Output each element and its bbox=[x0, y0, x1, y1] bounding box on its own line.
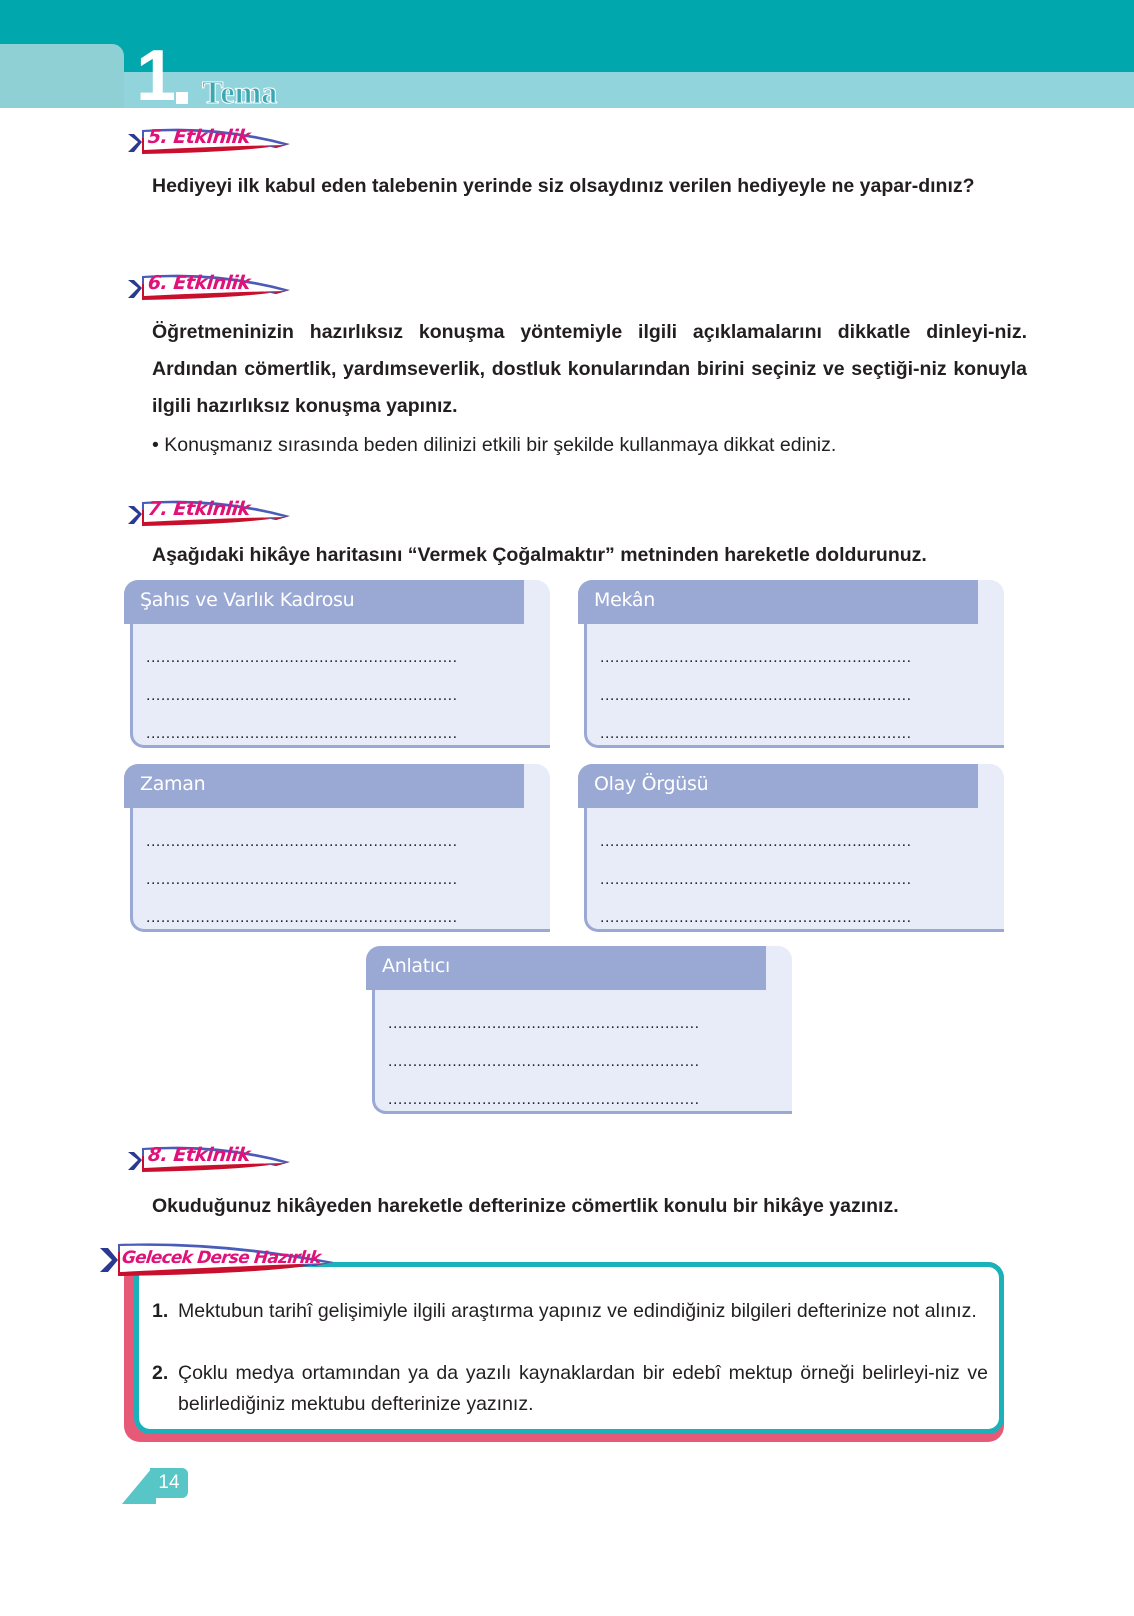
activity-label: 8. Etkinlik bbox=[146, 1144, 252, 1166]
box-label: Zaman bbox=[140, 773, 206, 795]
answer-line[interactable]: ............................................................... bbox=[146, 726, 458, 742]
next-lesson-item bbox=[152, 1296, 987, 1358]
header-tab bbox=[0, 44, 124, 108]
activity-banner-8 bbox=[128, 1140, 303, 1176]
answer-line[interactable]: ............................................................... bbox=[146, 910, 458, 926]
activity-label: 7. Etkinlik bbox=[146, 498, 252, 520]
story-box-narrator bbox=[366, 946, 792, 1116]
story-box-plot bbox=[578, 764, 1004, 934]
answer-line[interactable]: ............................................................... bbox=[388, 1016, 700, 1032]
activity-text: Okuduğunuz hikâyeden hareketle defterinize cömertlik konulu bir hikâye yazınız. bbox=[152, 1195, 899, 1217]
answer-line[interactable]: ............................................................... bbox=[146, 650, 458, 666]
activity-text: Aşağıdaki hikâye haritasını “Vermek Çoğalmaktır” metninden hareketle doldurunuz. bbox=[152, 544, 927, 566]
answer-line[interactable]: ............................................................... bbox=[600, 650, 912, 666]
story-box-place bbox=[578, 580, 1004, 750]
activity-bullet: • Konuşmanız sırasında beden dilinizi etkili bir şekilde kullanmaya dikkat ediniz. bbox=[152, 434, 837, 456]
answer-line[interactable]: ............................................................... bbox=[600, 726, 912, 742]
item-text: Çoklu medya ortamından ya da yazılı kaynaklardan bir edebî mektup örneği belirleyi-niz ve belirlediğiniz mektubu defterinize yazınız. bbox=[178, 1362, 988, 1415]
box-label: Olay Örgüsü bbox=[594, 773, 709, 795]
item-text: Mektubun tarihî gelişimiyle ilgili araştırma yapınız ve edindiğiniz bilgileri defterinize not alınız. bbox=[178, 1300, 977, 1322]
answer-line[interactable]: ............................................................... bbox=[600, 834, 912, 850]
answer-line[interactable]: ............................................................... bbox=[388, 1092, 700, 1108]
answer-line[interactable]: ............................................................... bbox=[600, 910, 912, 926]
answer-line[interactable]: ............................................................... bbox=[388, 1054, 700, 1070]
theme-title: Tema bbox=[202, 74, 278, 110]
page-number: 14 bbox=[158, 1472, 180, 1493]
answer-line[interactable]: ............................................................... bbox=[146, 872, 458, 888]
answer-line[interactable]: ............................................................... bbox=[600, 872, 912, 888]
activity-banner-5 bbox=[128, 122, 303, 158]
story-box-time bbox=[124, 764, 550, 934]
activity-text: Hediyeyi ilk kabul eden talebenin yerinde siz olsaydınız verilen hediyeyle ne yapar-dınız? bbox=[152, 175, 975, 197]
answer-line[interactable]: ............................................................... bbox=[600, 688, 912, 704]
next-lesson-banner bbox=[100, 1240, 340, 1280]
answer-line[interactable]: ............................................................... bbox=[146, 834, 458, 850]
answer-line[interactable]: ............................................................... bbox=[146, 688, 458, 704]
theme-number: 1 bbox=[136, 36, 175, 116]
activity-text: Öğretmeninizin hazırlıksız konuşma yöntemiyle ilgili açıklamalarını dikkatle dinleyi-niz. Ardından cömertlik, yardımseverlik, dostluk konularından birini seçiniz ve seçtiği-niz konuyla ilgili hazırlıksız konuşma yapınız. bbox=[152, 321, 1027, 417]
box-label: Mekân bbox=[594, 589, 655, 611]
story-box-characters bbox=[124, 580, 550, 750]
next-lesson-item bbox=[152, 1358, 987, 1420]
activity-label: 6. Etkinlik bbox=[146, 272, 252, 294]
box-label: Şahıs ve Varlık Kadrosu bbox=[140, 589, 355, 611]
activity-banner-6 bbox=[128, 268, 303, 304]
box-label: Anlatıcı bbox=[382, 955, 451, 977]
next-lesson-title: Gelecek Derse Hazırlık bbox=[120, 1248, 322, 1268]
item-number: 2. bbox=[152, 1362, 169, 1384]
activity-banner-7 bbox=[128, 494, 303, 530]
item-number: 1. bbox=[152, 1300, 169, 1322]
activity-label: 5. Etkinlik bbox=[146, 126, 252, 148]
theme-dot bbox=[176, 92, 188, 104]
